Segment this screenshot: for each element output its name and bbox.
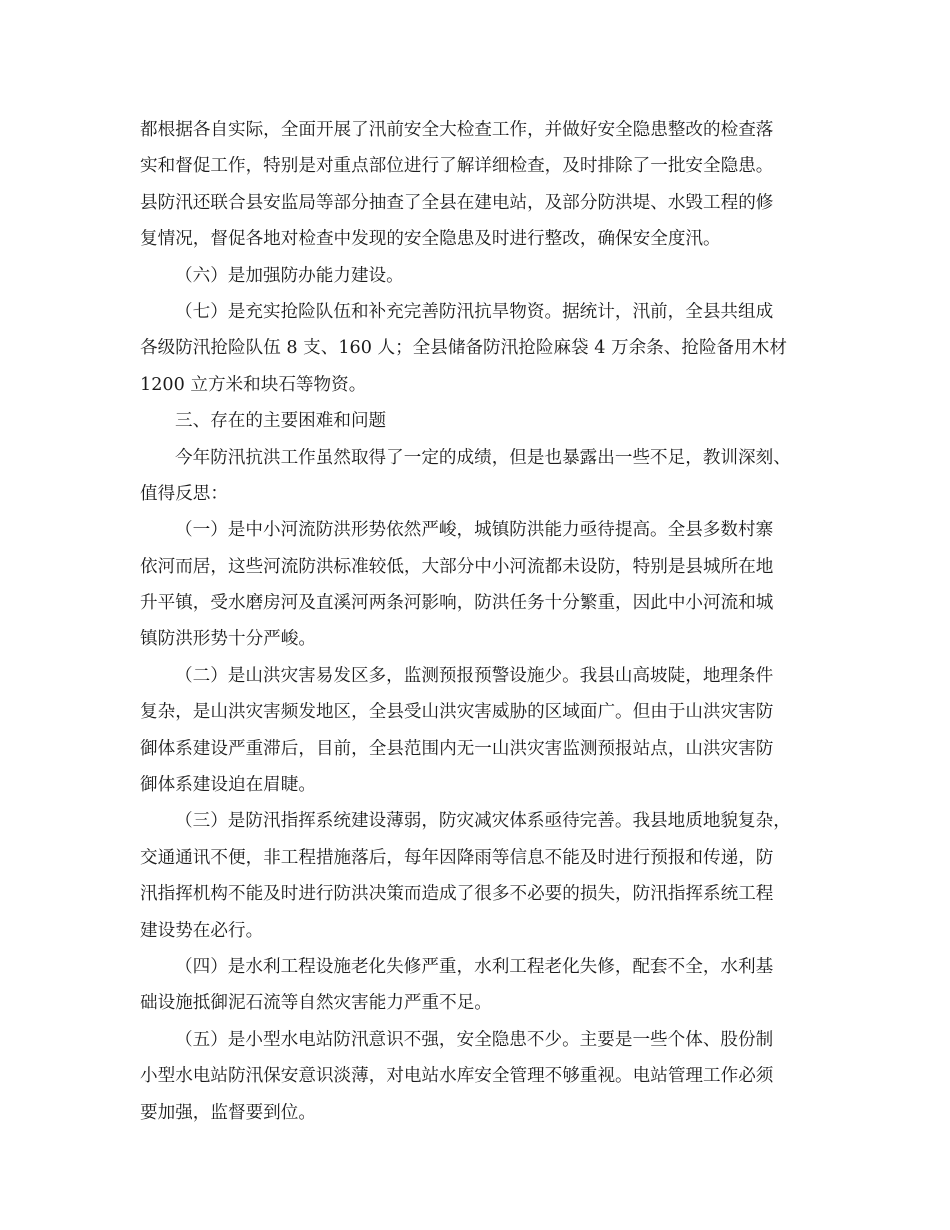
text-line: 县防汛还联合县安监局等部分抽查了全县在建电站，及部分防洪堤、水毁工程的修 bbox=[140, 192, 774, 213]
problem-three: （三）是防汛指挥系统建设薄弱，防灾减灾体系亟待完善。我县地质地貌复杂， bbox=[175, 811, 791, 832]
text-line: 交通通讯不便，非工程措施落后，每年因降雨等信息不能及时进行预报和传递，防 bbox=[140, 847, 774, 868]
text-line: 值得反思： bbox=[140, 483, 228, 504]
problem-four: （四）是水利工程设施老化失修严重，水利工程老化失修，配套不全，水利基 bbox=[175, 956, 774, 977]
text-line: 镇防洪形势十分严峻。 bbox=[140, 629, 316, 650]
text-line: 要加强，监督要到位。 bbox=[140, 1102, 316, 1123]
text-line: 依河而居，这些河流防洪标准较低，大部分中小河流都未设防，特别是县城所在地 bbox=[140, 556, 774, 577]
text-line: 建设势在必行。 bbox=[140, 920, 264, 941]
paragraph-seven: （七）是充实抢险队伍和补充完善防汛抗旱物资。据统计，汛前，全县共组成 bbox=[175, 301, 774, 322]
problem-one: （一）是中小河流防洪形势依然严峻，城镇防洪能力亟待提高。全县多数村寨 bbox=[175, 520, 774, 541]
text-line: 各级防汛抢险队伍 8 支、160 人；全县储备防汛抢险麻袋 4 万余条、抢险备用木材 bbox=[140, 338, 787, 359]
text-line: 复情况，督促各地对检查中发现的安全隐患及时进行整改，确保安全度汛。 bbox=[140, 229, 721, 250]
section-intro: 今年防汛抗洪工作虽然取得了一定的成绩，但是也暴露出一些不足，教训深刻、 bbox=[175, 447, 791, 468]
text-line: 御体系建设迫在眉睫。 bbox=[140, 775, 316, 796]
body-text bbox=[140, 112, 830, 1131]
text-line: 础设施抵御泥石流等自然灾害能力严重不足。 bbox=[140, 993, 492, 1014]
text-line: 汛指挥机构不能及时进行防洪决策而造成了很多不必要的损失，防汛指挥系统工程 bbox=[140, 884, 774, 905]
text-line: 升平镇，受水磨房河及直溪河两条河影响，防洪任务十分繁重，因此中小河流和城 bbox=[140, 593, 774, 614]
text-line: 御体系建设严重滞后，目前，全县范围内无一山洪灾害监测预报站点，山洪灾害防 bbox=[140, 738, 774, 759]
text-line: 实和督促工作，特别是对重点部位进行了解详细检查，及时排除了一批安全隐患。 bbox=[140, 156, 774, 177]
text-line: 都根据各自实际，全面开展了汛前安全大检查工作，并做好安全隐患整改的检查落 bbox=[140, 120, 774, 140]
problem-two: （二）是山洪灾害易发区多，监测预报预警设施少。我县山高坡陡，地理条件 bbox=[175, 665, 774, 686]
text-line: 1200 立方米和块石等物资。 bbox=[140, 374, 367, 395]
paragraph-six: （六）是加强防办能力建设。 bbox=[175, 265, 404, 286]
problem-five: （五）是小型水电站防汛意识不强，安全隐患不少。主要是一些个体、股份制 bbox=[175, 1029, 774, 1050]
text-line: 小型水电站防汛保安意识淡薄，对电站水库安全管理不够重视。电站管理工作必须 bbox=[140, 1066, 774, 1087]
section-heading: 三、存在的主要困难和问题 bbox=[175, 411, 387, 432]
text-line: 复杂，是山洪灾害频发地区，全县受山洪灾害威胁的区域面广。但由于山洪灾害防 bbox=[140, 702, 774, 723]
